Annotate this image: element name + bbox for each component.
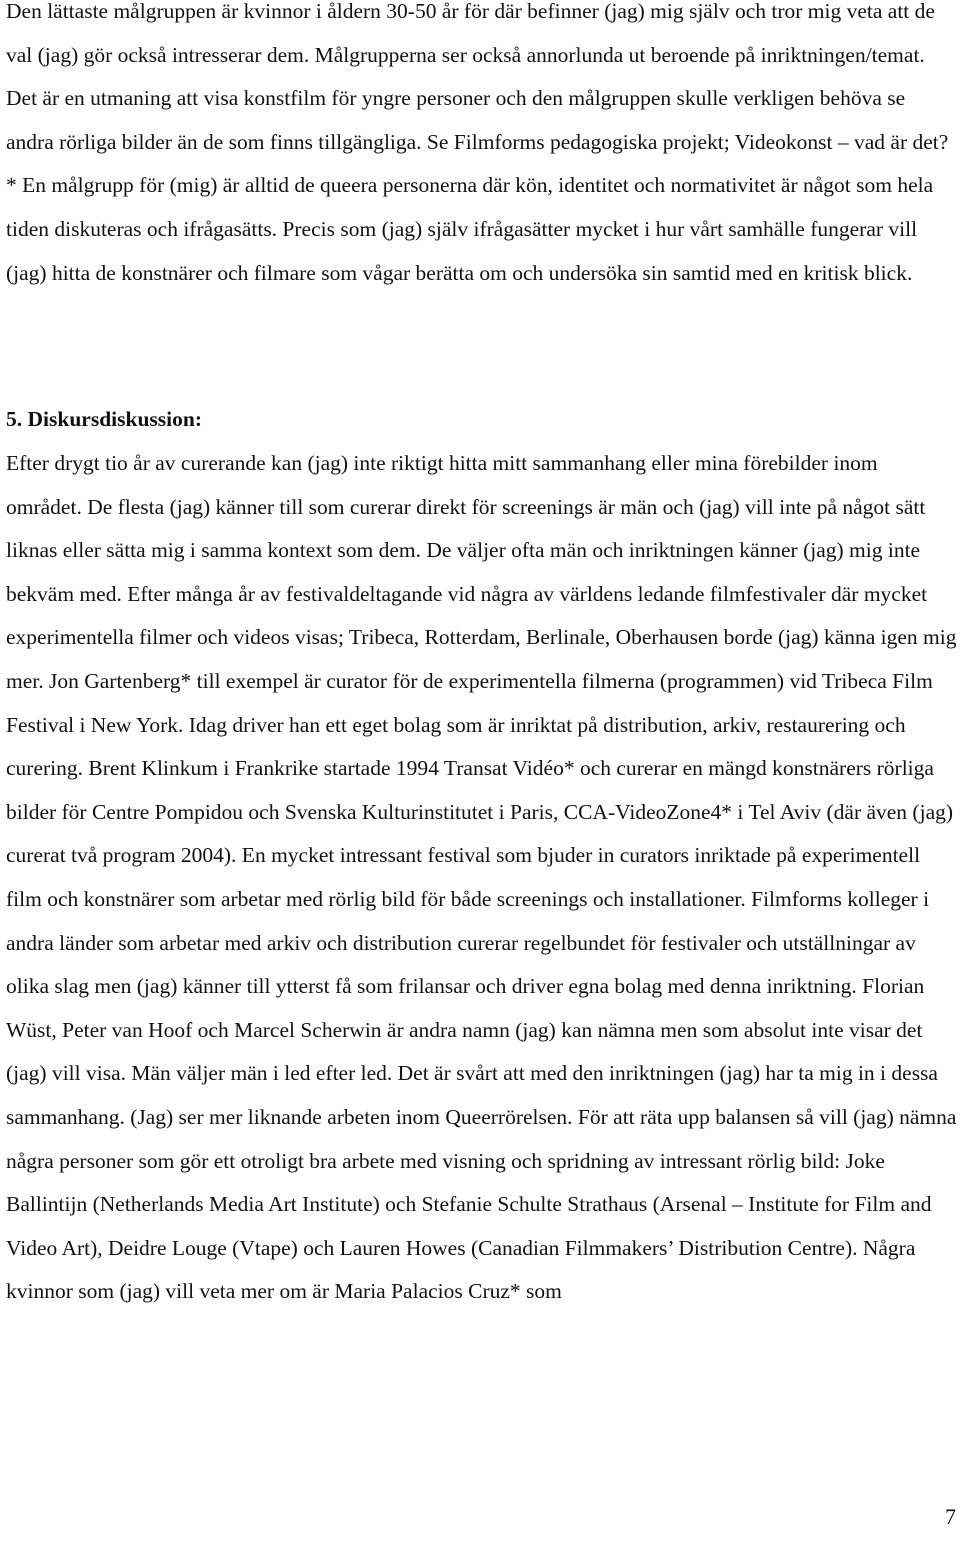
body-paragraph-discourse: Efter drygt tio år av curerande kan (jag) inte riktigt hitta mitt sammanhang eller mina förebilder inom området. De flesta (jag) känner till som curerar direkt för screenings är män och (jag) vill inte på något sätt liknas eller sätta mig i samma kontext som dem. De väljer ofta män och inriktningen känner (jag) mig inte bekväm med. Efter många år av festivaldeltagande vid några av världens ledande filmfestivaler där mycket experimentella filmer och videos visas; Tribeca, Rotterdam, Berlinale, Oberhausen borde (jag) känna igen mig mer. Jon Gartenberg* till exempel är curator för de experimentella filmerna (programmen) vid Tribeca Film Festival i New York. Idag driver han ett eget bolag som är inriktat på distribution, arkiv, restaurering och curering. Brent Klinkum i Frankrike startade 1994 Transat Vidéo* och curerar en mängd konstnärers rörliga bilder för Centre Pompidou och Svenska Kulturinstitutet i Paris, CCA-VideoZone4* i Tel Aviv (där även (jag) curerat två program 2004). En mycket intressant festival som bjuder in curators inriktade på experimentell film och konstnärer som arbetar med rörlig bild för både screenings och installationer. Filmforms kolleger i andra länder som arbetar med arkiv och distribution curerar regelbundet för festivaler och utställningar av olika slag men (jag) känner till ytterst få som frilansar och driver egna bolag med denna inriktning. Florian Wüst, Peter van Hoof och Marcel Scherwin är andra namn (jag) kan nämna men som absolut inte visar det (jag) vill visa. Män väljer män i led efter led. Det är svårt att med den inriktningen (jag) har ta mig in i dessa sammanhang. (Jag) ser mer liknande arbeten inom Queerrörelsen. För att räta upp balansen så vill (jag) nämna några personer som gör ett otroligt bra arbete med visning och spridning av intressant rörlig bild: Joke Ballintijn (Netherlands Media Art Institute) och Stefanie Schulte Strathaus (Arsenal – Institute for Film and Video Art), Deidre Louge (Vtape) och Lauren Howes (Canadian Filmmakers’ Distribution Centre). Några kvinnor som (jag) vill veta mer om är Maria Palacios Cruz* som — [6, 451, 957, 1304]
page-number: 7 — [945, 1504, 956, 1529]
body-paragraph-target-groups: Den lättaste målgruppen är kvinnor i åldern 30-50 år för där befinner (jag) mig själv och tror mig veta att de val (jag) gör också intresserar dem. Målgrupperna ser också annorlunda ut beroende på inriktningen/temat. Det är en utmaning att visa konstfilm för yngre personer och den målgruppen skulle verkligen behöva se andra rörliga bilder än de som finns tillgängliga. Se Filmforms pedagogiska projekt; Videokonst – vad är det?* En målgrupp för (mig) är alltid de queera personerna där kön, identitet och normativitet är något som hela tiden diskuteras och ifrågasätts. Precis som (jag) själv ifrågasätter mycket i hur vårt samhälle fungerar vill (jag) hitta de konstnärer och filmare som vågar berätta om och undersöka sin samtid med en kritisk blick. — [6, 0, 949, 285]
section-heading: 5. Diskursdiskussion: — [6, 407, 202, 431]
